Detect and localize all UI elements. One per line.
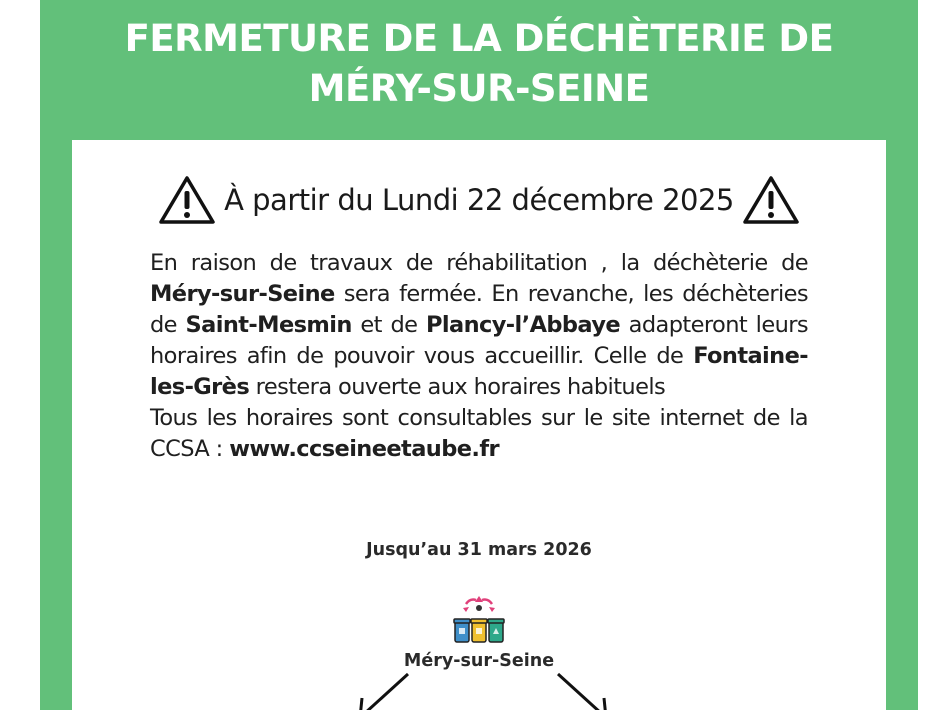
- date-row: [72, 172, 886, 228]
- arrow-down-left-icon: [354, 670, 414, 710]
- notice-card: [72, 140, 886, 710]
- arrow-down-right-icon: [552, 670, 612, 710]
- warning-triangle-icon: [742, 175, 800, 225]
- until-date: Jusqu’au 31 mars 2026: [366, 540, 592, 560]
- site-name-plancy: Plancy-l’Abbaye: [426, 312, 621, 338]
- paragraph-closure: [150, 248, 808, 403]
- title-line-1: FERMETURE DE LA DÉCHÈTERIE DE: [124, 17, 834, 60]
- body-text-part: Tous les horaires sont consultables sur le site internet de la CCSA :: [150, 405, 808, 462]
- site-name-mery: Méry-sur-Seine: [150, 281, 335, 307]
- body-text-part: sera fermée. En revanche, les déchèteries de: [150, 281, 808, 338]
- site-name-saint-mesmin: Saint-Mesmin: [185, 312, 352, 338]
- title-line-2: MÉRY-SUR-SEINE: [308, 67, 650, 110]
- warning-triangle-icon: [158, 175, 216, 225]
- diagram-site-label: Méry-sur-Seine: [403, 651, 555, 671]
- paragraph-website: [150, 403, 808, 465]
- recycling-bins-icon: [452, 592, 506, 646]
- body-text-part: adapteront leurs horaires afin de pouvoir vous accueillir. Celle de: [150, 312, 809, 369]
- site-name-fontaine: Fontaine-les-Grès: [150, 343, 808, 400]
- start-date-text: À partir du Lundi 22 décembre 2025: [224, 183, 734, 217]
- body-text-part: et de: [351, 312, 426, 338]
- body-text-part: En raison de travaux de réhabilitation , la déchèterie de: [150, 250, 808, 276]
- website-link[interactable]: www.ccseineetaube.fr: [229, 436, 500, 462]
- body-text-part: restera ouverte aux horaires habituels: [249, 374, 666, 400]
- header-banner: [72, 0, 886, 140]
- notice-body: [150, 248, 808, 465]
